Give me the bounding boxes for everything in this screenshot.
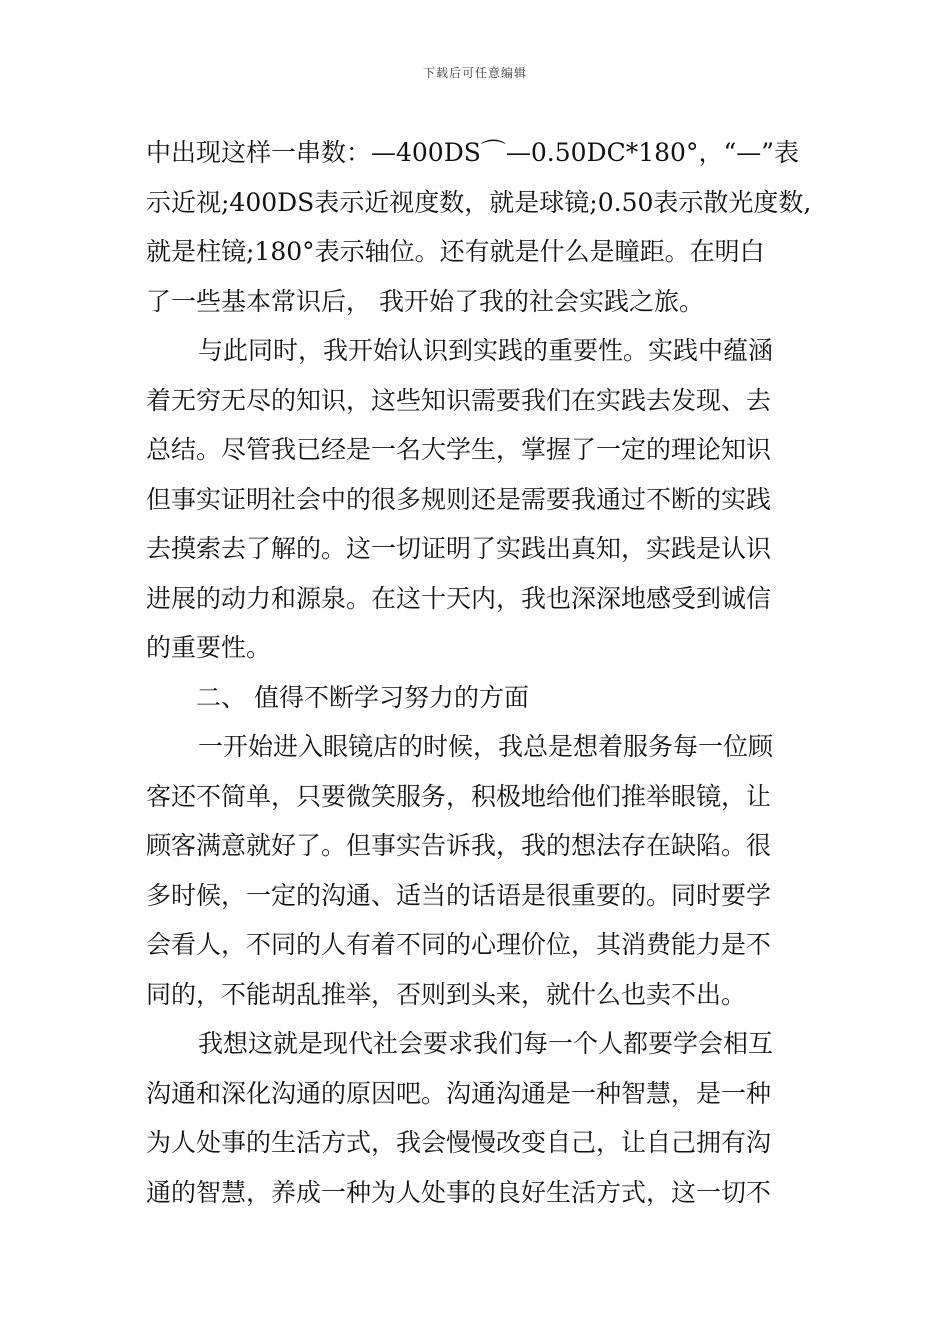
text-line: 多时候，一定的沟通、适当的话语是很重要的。同时要学 [146, 880, 772, 910]
text-line: 的重要性。 [146, 633, 272, 662]
paragraph-first-line: 与此同时，我开始认识到实践的重要性。实践中蕴涵 [198, 336, 774, 365]
text-line: 会看人，不同的人有着不同的心理价位，其消费能力是不 [146, 930, 772, 959]
text-line: 总结。尽管我已经是一名大学生，掌握了一定的理论知识 [146, 435, 772, 464]
text-line: 着无穷无尽的知识，这些知识需要我们在实践去发现、去 [146, 385, 772, 415]
text-line: 但事实证明社会中的很多规则还是需要我通过不断的实践 [146, 484, 772, 514]
text-line: 客还不简单，只要微笑服务，积极地给他们推举眼镜，让 [146, 781, 772, 811]
text-line: 去摸索去了解的。这一切证明了实践出真知，实践是认识 [146, 534, 772, 563]
text-line: 顾客满意就好了。但事实告诉我，我的想法存在缺陷。很 [146, 831, 772, 860]
page-header: 下载后可任意编辑 [422, 66, 527, 80]
text-line: 了一些基本常识后， 我开始了我的社会实践之旅。 [146, 286, 704, 316]
text-line: 中出现这样一串数：—400DS⌒—0.50DC*180°，“—”表 [146, 138, 800, 167]
text-line: 为人处事的生活方式，我会慢慢改变自己，让自己拥有沟 [146, 1128, 772, 1157]
document-body [146, 128, 826, 1217]
text-line: 通的智慧，养成一种为人处事的良好生活方式，这一切不 [146, 1177, 772, 1207]
paragraph-first-line: 我想这就是现代社会要求我们每一个人都要学会相互 [198, 1029, 774, 1058]
text-line: 沟通和深化沟通的原因吧。沟通沟通是一种智慧，是一种 [146, 1078, 772, 1108]
text-line: 示近视;400DS表示近视度数，就是球镜;0.50表示散光度数, [146, 187, 812, 217]
text-line: 同的，不能胡乱推举，否则到头来，就什么也卖不出。 [146, 979, 747, 1009]
paragraph-first-line: 一开始进入眼镜店的时候，我总是想着服务每一位顾 [198, 732, 774, 761]
text-line: 就是柱镜;180°表示轴位。还有就是什么是瞳距。在明白 [146, 237, 765, 266]
text-line: 进展的动力和源泉。在这十天内，我也深深地感受到诚信 [146, 583, 772, 613]
section-heading: 二、 值得不断学习努力的方面 [196, 682, 529, 712]
